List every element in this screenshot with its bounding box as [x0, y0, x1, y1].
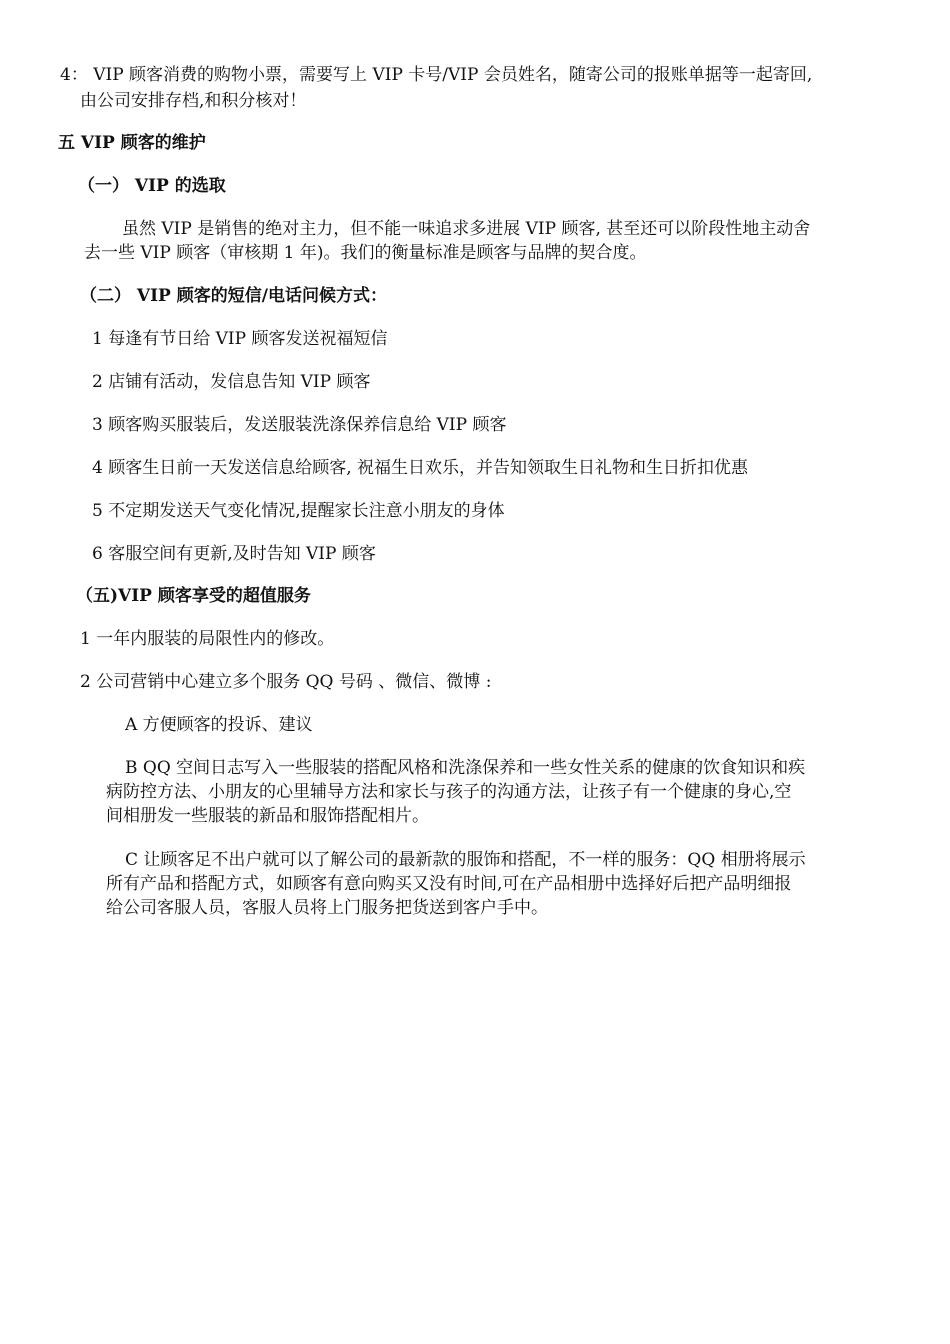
sub2-list-item: 2 店铺有活动，发信息告知 VIP 顾客 [92, 372, 371, 392]
section5-heading: 五 VIP 顾客的维护 [58, 133, 206, 153]
sub2-list-item: 3 顾客购买服装后，发送服装洗涤保养信息给 VIP 顾客 [92, 415, 507, 435]
sub5-item2: 2 公司营销中心建立多个服务 QQ 号码 、微信、微博 : [80, 672, 492, 692]
sub2-list-item: 1 每逢有节日给 VIP 顾客发送祝福短信 [92, 329, 388, 349]
sub5-item-b-line3: 间相册发一些服装的新品和服饰搭配相片。 [106, 806, 429, 826]
sub5-item-c-line1: C 让顾客足不出户就可以了解公司的最新款的服饰和搭配，不一样的服务：QQ 相册将展示 [125, 850, 806, 870]
sub5-heading: （五)VIP 顾客享受的超值服务 [76, 586, 311, 606]
sub2-list-item: 6 客服空间有更新,及时告知 VIP 顾客 [92, 544, 376, 564]
sub2-heading: （二） VIP 顾客的短信/电话问候方式： [80, 286, 387, 306]
sub1-heading: （一） VIP 的选取 [78, 176, 226, 196]
sub5-item-c-line3: 给公司客服人员，客服人员将上门服务把货送到客户手中。 [106, 898, 548, 918]
sub5-item-a: A 方便顾客的投诉、建议 [125, 715, 313, 735]
item4-line2: 由公司安排存档,和积分核对！ [80, 91, 307, 111]
sub5-item-c-line2: 所有产品和搭配方式，如顾客有意向购买又没有时间,可在产品相册中选择好后把产品明细报 [106, 874, 792, 894]
sub2-list-item: 5 不定期发送天气变化情况,提醒家长注意小朋友的身体 [92, 501, 505, 521]
sub1-para-line2: 去一些 VIP 顾客（审核期 1 年)。我们的衡量标准是顾客与品牌的契合度。 [84, 243, 647, 263]
sub5-item-b-line1: B QQ 空间日志写入一些服装的搭配风格和洗涤保养和一些女性关系的健康的饮食知识和疾 [125, 758, 806, 778]
sub5-item1: 1 一年内服装的局限性内的修改。 [80, 629, 335, 649]
sub1-para-line1: 虽然 VIP 是销售的绝对主力，但不能一味追求多进展 VIP 顾客, 甚至还可以阶段性地主动舍 [122, 219, 811, 239]
sub5-item-b-line2: 病防控方法、小朋友的心里辅导方法和家长与孩子的沟通方法，让孩子有一个健康的身心,空 [106, 782, 792, 802]
item4-line1: 4： VIP 顾客消费的购物小票，需要写上 VIP 卡号/VIP 会员姓名，随寄公司的报账单据等一起寄回, [60, 65, 813, 85]
sub2-list-item: 4 顾客生日前一天发送信息给顾客, 祝福生日欢乐，并告知领取生日礼物和生日折扣优惠 [92, 458, 749, 478]
